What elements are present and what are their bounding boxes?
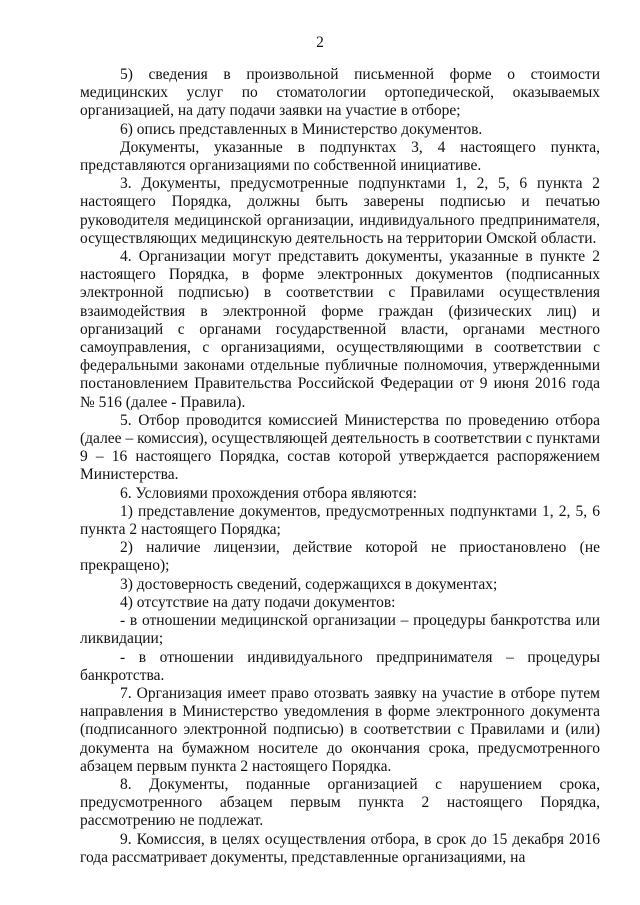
paragraph-item-5-cost-info: 5) сведения в произвольной письменной форме о стоимости медицинских услуг по стоматологии ортопедической, оказываемых организацией, на дату подачи заявки на участие в отборе;: [80, 66, 600, 120]
document-body: [80, 66, 600, 867]
paragraph-condition-4-medical: - в отношении медицинской организации – процедуры банкротства или ликвидации;: [80, 612, 600, 648]
paragraph-section-6-heading: 6. Условиями прохождения отбора являются:: [120, 484, 417, 502]
paragraph-section-9: 9. Комиссия, в целях осуществления отбора, в срок до 15 декабря 2016 года рассматривает документы, представленные организациями, на: [80, 830, 600, 866]
paragraph-condition-3: 3) достоверность сведений, содержащихся в документах;: [120, 575, 498, 593]
paragraph-section-3: 3. Документы, предусмотренные подпунктами 1, 2, 5, 6 пункта 2 настоящего Порядка, должны быть заверены подписью и печатью руководителя медицинской организации, индивидуального предпринимателя, осуществляющих медицинскую деятельность на территории Омской области.: [80, 175, 600, 247]
paragraph-condition-2: 2) наличие лицензии, действие которой не приостановлено (не прекращено);: [80, 539, 600, 575]
paragraph-condition-4-entrepreneur: - в отношении индивидуального предпринимателя – процедуры банкротства.: [80, 648, 600, 684]
paragraph-section-5: 5. Отбор проводится комиссией Министерства по проведению отбора (далее – комиссия), осуществляющей деятельность в соответствии с пунктами 9 – 16 настоящего Порядка, состав которой утверждается распоряжением Министерства.: [80, 411, 600, 484]
paragraph-section-8: 8. Документы, поданные организацией с нарушением срока, предусмотренного абзацем первым пункта 2 настоящего Порядка, рассмотрению не подлежат.: [80, 775, 600, 830]
paragraph-condition-4: 4) отсутствие на дату подачи документов:: [120, 593, 396, 611]
paragraph-optional-documents: Документы, указанные в подпунктах 3, 4 настоящего пункта, представляются организациями по собственной инициативе.: [80, 138, 600, 175]
paragraph-section-4: 4. Организации могут представить документы, указанные в пункте 2 настоящего Порядка, в форме электронных документов (подписанных электронной подписью) в соответствии с Правилами осуществления взаимодействия в электронной форме граждан (физических лиц) и организаций с органами государственной власти, органами местного самоуправления, с организациями, осуществляющими в соответствии с федеральными законами отдельные публичные полномочия, утвержденными постановлением Правительства Российской Федерации от 9 июня 2016 года № 516 (далее - Правила).: [80, 248, 600, 411]
page-number: 2: [316, 34, 324, 51]
paragraph-section-7: 7. Организация имеет право отозвать заявку на участие в отборе путем направления в Министерство уведомления в форме электронного документа (подписанного электронной подписью) в соответствии с Правилами и (или) документа на бумажном носителе до окончания срока, предусмотренного абзацем первым пункта 2 настоящего Порядка.: [80, 684, 600, 775]
paragraph-item-6-inventory: 6) опись представленных в Министерство документов.: [120, 120, 483, 138]
paragraph-condition-1: 1) представление документов, предусмотренных подпунктами 1, 2, 5, 6 пункта 2 настоящего Порядка;: [80, 502, 600, 539]
